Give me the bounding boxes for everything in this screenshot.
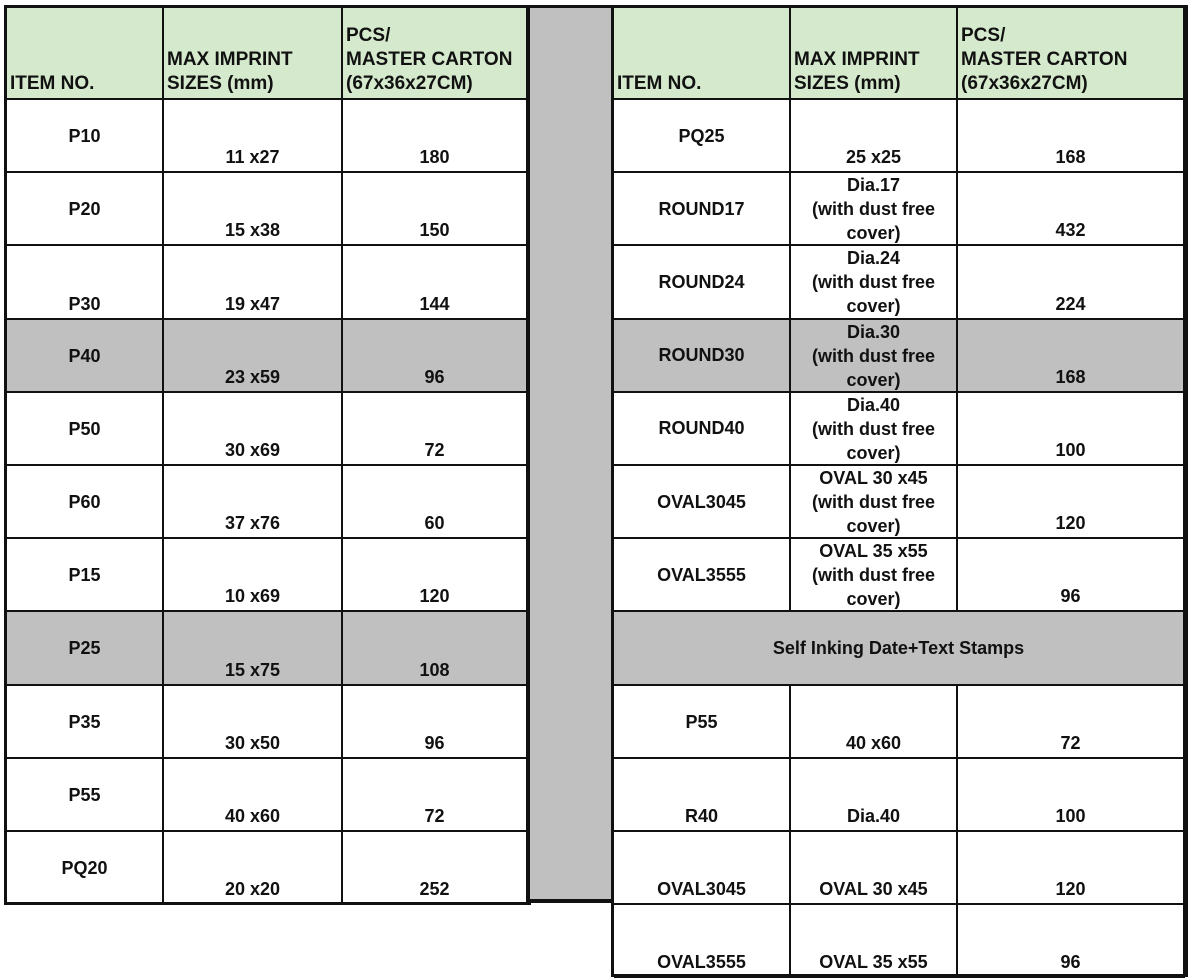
item-no: P35 bbox=[68, 711, 101, 732]
imprint-size: cover) bbox=[846, 296, 901, 317]
pcs-cell bbox=[958, 100, 1185, 173]
pcs-cell bbox=[958, 246, 1185, 319]
item-no-cell bbox=[614, 686, 791, 759]
imprint-size: (with dust free bbox=[811, 272, 935, 293]
item-no: ROUND24 bbox=[658, 271, 745, 292]
imprint-size: cover) bbox=[846, 369, 901, 390]
imprint-size: 37 x76 bbox=[224, 513, 281, 534]
item-no-cell bbox=[614, 539, 791, 612]
item-no-cell bbox=[7, 320, 164, 393]
imprint-size: 20 x20 bbox=[224, 879, 281, 900]
imprint-size: cover) bbox=[846, 516, 901, 536]
imprint-size: cover) bbox=[846, 589, 901, 610]
pcs-cell bbox=[343, 759, 528, 832]
item-no-cell bbox=[614, 759, 791, 832]
pcs-per-carton: 100 bbox=[1055, 439, 1086, 460]
pcs-cell bbox=[343, 100, 528, 173]
item-no: PQ20 bbox=[61, 858, 108, 878]
item-no-cell bbox=[7, 246, 164, 319]
pcs-cell bbox=[343, 173, 528, 246]
imprint-size: Dia.40 bbox=[846, 805, 901, 826]
imprint-size: (with dust free bbox=[811, 565, 935, 586]
imprint-size: Dia.40 bbox=[846, 394, 901, 415]
pcs-cell bbox=[343, 686, 528, 759]
item-no-cell bbox=[7, 539, 164, 612]
imprint-size-cell bbox=[164, 759, 343, 832]
item-no-cell bbox=[614, 246, 791, 319]
pcs-per-carton: 168 bbox=[1055, 147, 1086, 168]
pcs-cell bbox=[958, 539, 1185, 612]
pcs-cell bbox=[343, 393, 528, 466]
header-label: SIZES (mm) bbox=[794, 73, 901, 94]
imprint-size: 30 x50 bbox=[224, 732, 281, 753]
imprint-size: 40 x60 bbox=[845, 732, 902, 753]
item-no-cell bbox=[614, 466, 791, 539]
item-no: ROUND17 bbox=[658, 198, 745, 219]
pcs-per-carton: 100 bbox=[1055, 805, 1086, 826]
item-no: P50 bbox=[68, 418, 101, 439]
pcs-per-carton: 108 bbox=[419, 659, 450, 680]
item-no-cell bbox=[7, 393, 164, 466]
header-label: ITEM NO. bbox=[617, 73, 702, 94]
pcs-cell bbox=[958, 173, 1185, 246]
pcs-per-carton: 72 bbox=[424, 805, 445, 826]
pcs-per-carton: 96 bbox=[1060, 586, 1081, 607]
imprint-size-cell bbox=[791, 246, 958, 319]
imprint-size-cell bbox=[164, 173, 343, 246]
item-no: P10 bbox=[68, 126, 101, 146]
header-max-imprint bbox=[791, 8, 958, 100]
header-label: MAX IMPRINT bbox=[794, 49, 920, 70]
pcs-per-carton: 120 bbox=[1055, 513, 1086, 534]
item-no: P15 bbox=[68, 565, 101, 586]
header-label: SIZES (mm) bbox=[167, 73, 274, 94]
item-no: PQ25 bbox=[678, 126, 725, 146]
imprint-size: 11 x27 bbox=[225, 147, 280, 168]
pcs-per-carton: 180 bbox=[419, 147, 450, 168]
header-label: MASTER CARTON bbox=[961, 49, 1128, 70]
imprint-size-cell bbox=[164, 246, 343, 319]
item-no: P55 bbox=[68, 784, 101, 805]
item-no: ROUND40 bbox=[658, 418, 745, 439]
header-label: PCS/ bbox=[346, 25, 391, 46]
imprint-size-cell bbox=[791, 100, 958, 173]
imprint-size-cell bbox=[791, 905, 958, 978]
pcs-cell bbox=[958, 466, 1185, 539]
imprint-size-cell bbox=[164, 393, 343, 466]
imprint-size-cell bbox=[164, 100, 343, 173]
section-title: Self Inking Date+Text Stamps bbox=[772, 637, 1025, 658]
pcs-per-carton: 96 bbox=[424, 732, 445, 753]
item-no-cell bbox=[614, 905, 791, 978]
pcs-cell bbox=[958, 393, 1185, 466]
imprint-size: 10 x69 bbox=[224, 586, 281, 607]
pcs-per-carton: 224 bbox=[1055, 293, 1086, 314]
pcs-per-carton: 96 bbox=[1060, 952, 1081, 973]
imprint-size-cell bbox=[791, 539, 958, 612]
item-no-cell bbox=[614, 320, 791, 393]
imprint-size: 15 x38 bbox=[224, 220, 281, 241]
imprint-size: cover) bbox=[846, 442, 901, 463]
pcs-per-carton: 60 bbox=[424, 513, 445, 534]
imprint-size: 15 x75 bbox=[224, 659, 281, 680]
pcs-cell bbox=[343, 246, 528, 319]
header-label: ITEM NO. bbox=[10, 73, 95, 94]
item-no: ROUND30 bbox=[658, 345, 745, 366]
item-no-cell bbox=[7, 686, 164, 759]
pcs-cell bbox=[958, 320, 1185, 393]
imprint-size-cell bbox=[164, 832, 343, 905]
imprint-size-cell bbox=[791, 466, 958, 539]
imprint-size-cell bbox=[791, 832, 958, 905]
imprint-size: 30 x69 bbox=[224, 439, 281, 460]
imprint-size: 25 x25 bbox=[845, 147, 902, 168]
imprint-size: (with dust free bbox=[811, 492, 935, 512]
pcs-per-carton: 96 bbox=[424, 366, 445, 387]
item-no: OVAL3555 bbox=[657, 952, 746, 973]
pcs-cell bbox=[343, 466, 528, 539]
header-pcs-master-carton bbox=[958, 8, 1185, 100]
imprint-size-cell bbox=[164, 612, 343, 685]
pcs-per-carton: 120 bbox=[419, 586, 450, 607]
pcs-cell bbox=[958, 759, 1185, 832]
left-product-table bbox=[4, 5, 531, 905]
header-label: MAX IMPRINT bbox=[167, 49, 293, 70]
imprint-size: cover) bbox=[846, 223, 901, 244]
imprint-size: OVAL 35 x55 bbox=[819, 541, 928, 562]
header-label: MASTER CARTON bbox=[346, 49, 513, 70]
pcs-per-carton: 252 bbox=[419, 879, 450, 900]
header-label: (67x36x27CM) bbox=[961, 73, 1088, 94]
imprint-size: (with dust free bbox=[811, 345, 935, 366]
imprint-size-cell bbox=[791, 393, 958, 466]
item-no-cell bbox=[614, 100, 791, 173]
section-header-row bbox=[614, 612, 1185, 685]
imprint-size-cell bbox=[164, 320, 343, 393]
imprint-size-cell bbox=[791, 686, 958, 759]
pcs-per-carton: 168 bbox=[1055, 366, 1086, 387]
pcs-per-carton: 72 bbox=[1060, 732, 1081, 753]
header-item-no bbox=[614, 8, 791, 100]
pcs-cell bbox=[343, 539, 528, 612]
imprint-size: (with dust free bbox=[811, 418, 935, 439]
item-no: OVAL3045 bbox=[657, 879, 746, 900]
item-no-cell bbox=[7, 466, 164, 539]
imprint-size-cell bbox=[164, 466, 343, 539]
item-no: P25 bbox=[68, 638, 101, 659]
imprint-size: OVAL 30 x45 bbox=[819, 879, 928, 900]
pcs-cell bbox=[958, 905, 1185, 978]
pcs-cell bbox=[958, 832, 1185, 905]
imprint-size: 23 x59 bbox=[224, 366, 281, 387]
imprint-size: OVAL 30 x45 bbox=[819, 468, 928, 488]
right-product-table bbox=[611, 5, 1188, 977]
item-no-cell bbox=[614, 173, 791, 246]
item-no-cell bbox=[7, 832, 164, 905]
imprint-size-cell bbox=[791, 173, 958, 246]
item-no-cell bbox=[614, 393, 791, 466]
item-no: P40 bbox=[68, 345, 101, 366]
item-no-cell bbox=[7, 612, 164, 685]
item-no: P55 bbox=[685, 711, 718, 732]
header-max-imprint bbox=[164, 8, 343, 100]
imprint-size: OVAL 35 x55 bbox=[819, 952, 928, 973]
pcs-cell bbox=[343, 320, 528, 393]
pcs-per-carton: 120 bbox=[1055, 879, 1086, 900]
pcs-per-carton: 72 bbox=[424, 439, 445, 460]
pcs-cell bbox=[958, 686, 1185, 759]
item-no-cell bbox=[7, 759, 164, 832]
item-no: R40 bbox=[684, 805, 719, 826]
imprint-size: Dia.17 bbox=[846, 175, 901, 196]
imprint-size-cell bbox=[164, 539, 343, 612]
imprint-size: 19 x47 bbox=[224, 293, 281, 314]
imprint-size: (with dust free bbox=[811, 199, 935, 220]
item-no-cell bbox=[614, 832, 791, 905]
item-no: P60 bbox=[68, 492, 101, 512]
header-label: PCS/ bbox=[961, 25, 1006, 46]
pcs-cell bbox=[343, 832, 528, 905]
imprint-size-cell bbox=[791, 320, 958, 393]
item-no-cell bbox=[7, 100, 164, 173]
imprint-size-cell bbox=[791, 759, 958, 832]
item-no: OVAL3045 bbox=[657, 491, 746, 512]
item-no: P20 bbox=[68, 199, 101, 220]
item-no: P30 bbox=[68, 293, 101, 314]
header-label: (67x36x27CM) bbox=[346, 73, 473, 94]
table-divider bbox=[530, 5, 612, 903]
imprint-size: Dia.30 bbox=[846, 321, 901, 342]
imprint-size: Dia.24 bbox=[846, 248, 901, 269]
imprint-size: 40 x60 bbox=[224, 805, 281, 826]
header-pcs-master-carton bbox=[343, 8, 528, 100]
item-no-cell bbox=[7, 173, 164, 246]
pcs-per-carton: 150 bbox=[419, 220, 450, 241]
pcs-per-carton: 432 bbox=[1055, 220, 1086, 241]
pcs-cell bbox=[343, 612, 528, 685]
pcs-per-carton: 144 bbox=[419, 293, 450, 314]
imprint-size-cell bbox=[164, 686, 343, 759]
header-item-no bbox=[7, 8, 164, 100]
item-no: OVAL3555 bbox=[657, 564, 746, 585]
